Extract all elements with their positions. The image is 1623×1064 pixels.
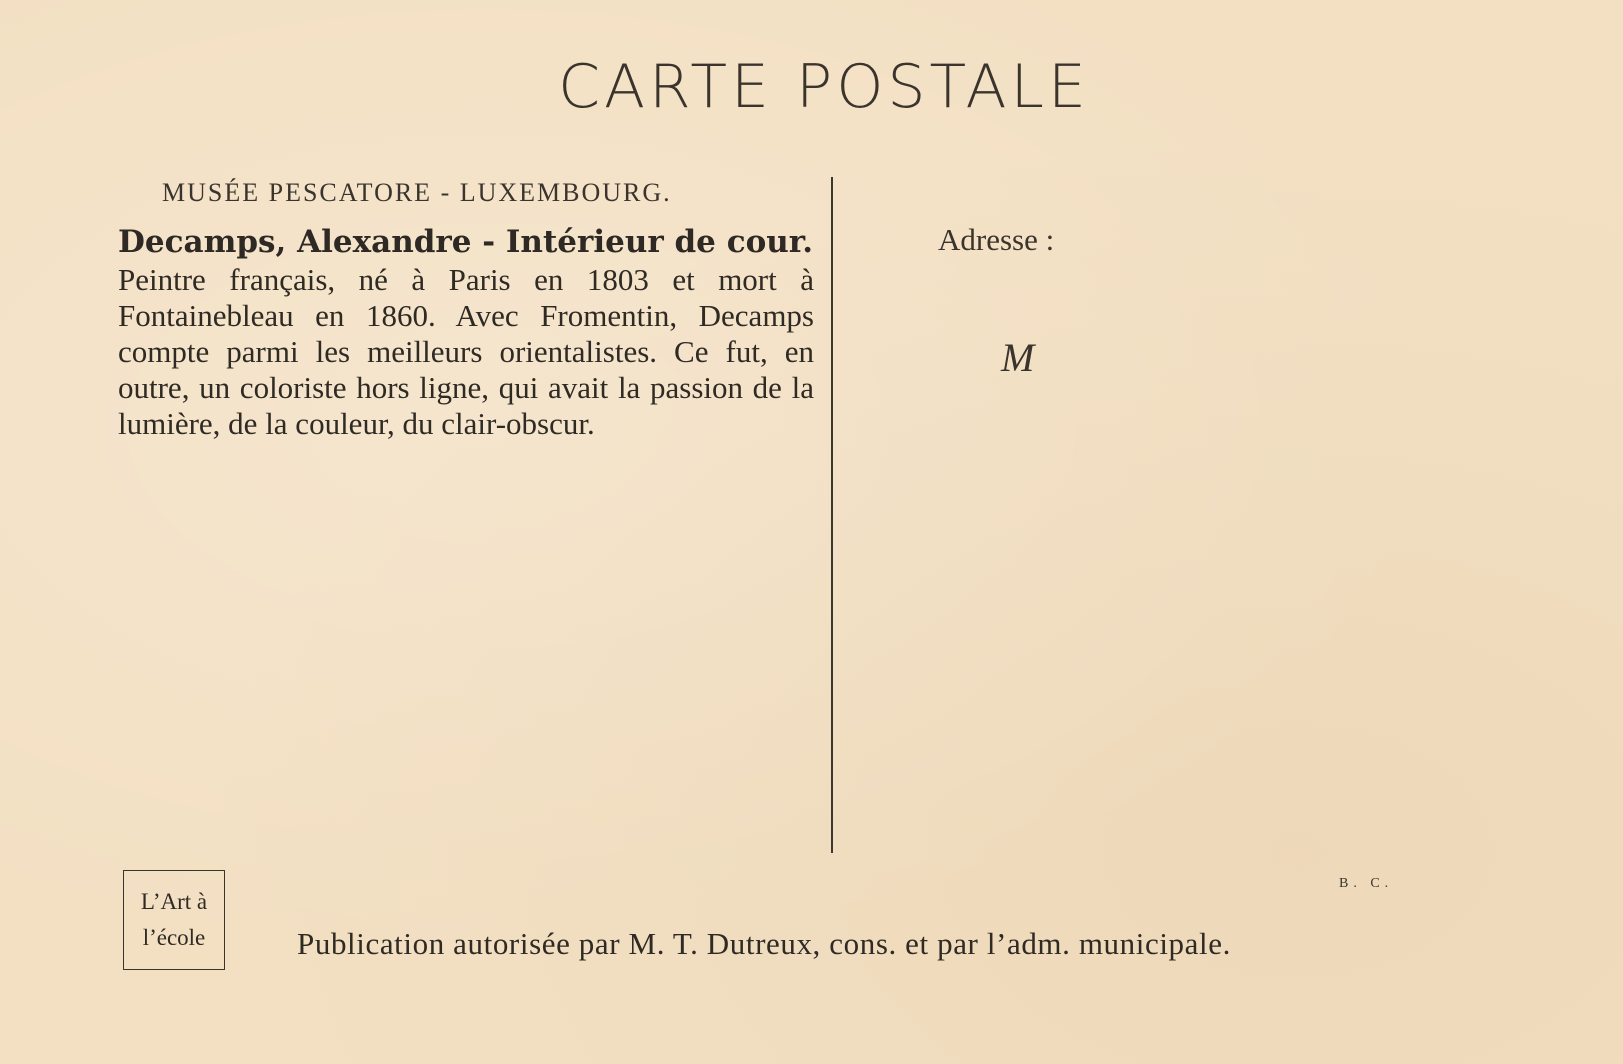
publisher-initials: B. C. bbox=[1339, 876, 1394, 891]
series-stamp-line-2: l’école bbox=[142, 925, 206, 950]
series-stamp bbox=[123, 870, 225, 970]
artwork-heading: Decamps, Alexandre - Intérieur de cour. bbox=[118, 224, 814, 260]
series-stamp-line-1: L’Art à bbox=[140, 889, 208, 914]
publication-note: Publication autorisée par M. T. Dutreux, cons. et par l’adm. municipale. bbox=[297, 926, 1231, 961]
museum-name: MUSÉE PESCATORE - LUXEMBOURG. bbox=[162, 178, 672, 207]
artist-biography: Peintre français, né à Paris en 1803 et mort à Fontainebleau en 1860. Avec Fromentin, Decamps compte parmi les meilleurs orientalistes. Ce fut, en outre, un coloriste hors ligne, qui avait la passion de la lumière, de la couleur, du clair-obscur. bbox=[118, 262, 814, 441]
address-divider bbox=[831, 177, 833, 853]
postcard-title: CARTE POSTALE bbox=[558, 52, 1090, 122]
address-prefix: M bbox=[1001, 335, 1035, 380]
address-label: Adresse : bbox=[938, 222, 1055, 257]
